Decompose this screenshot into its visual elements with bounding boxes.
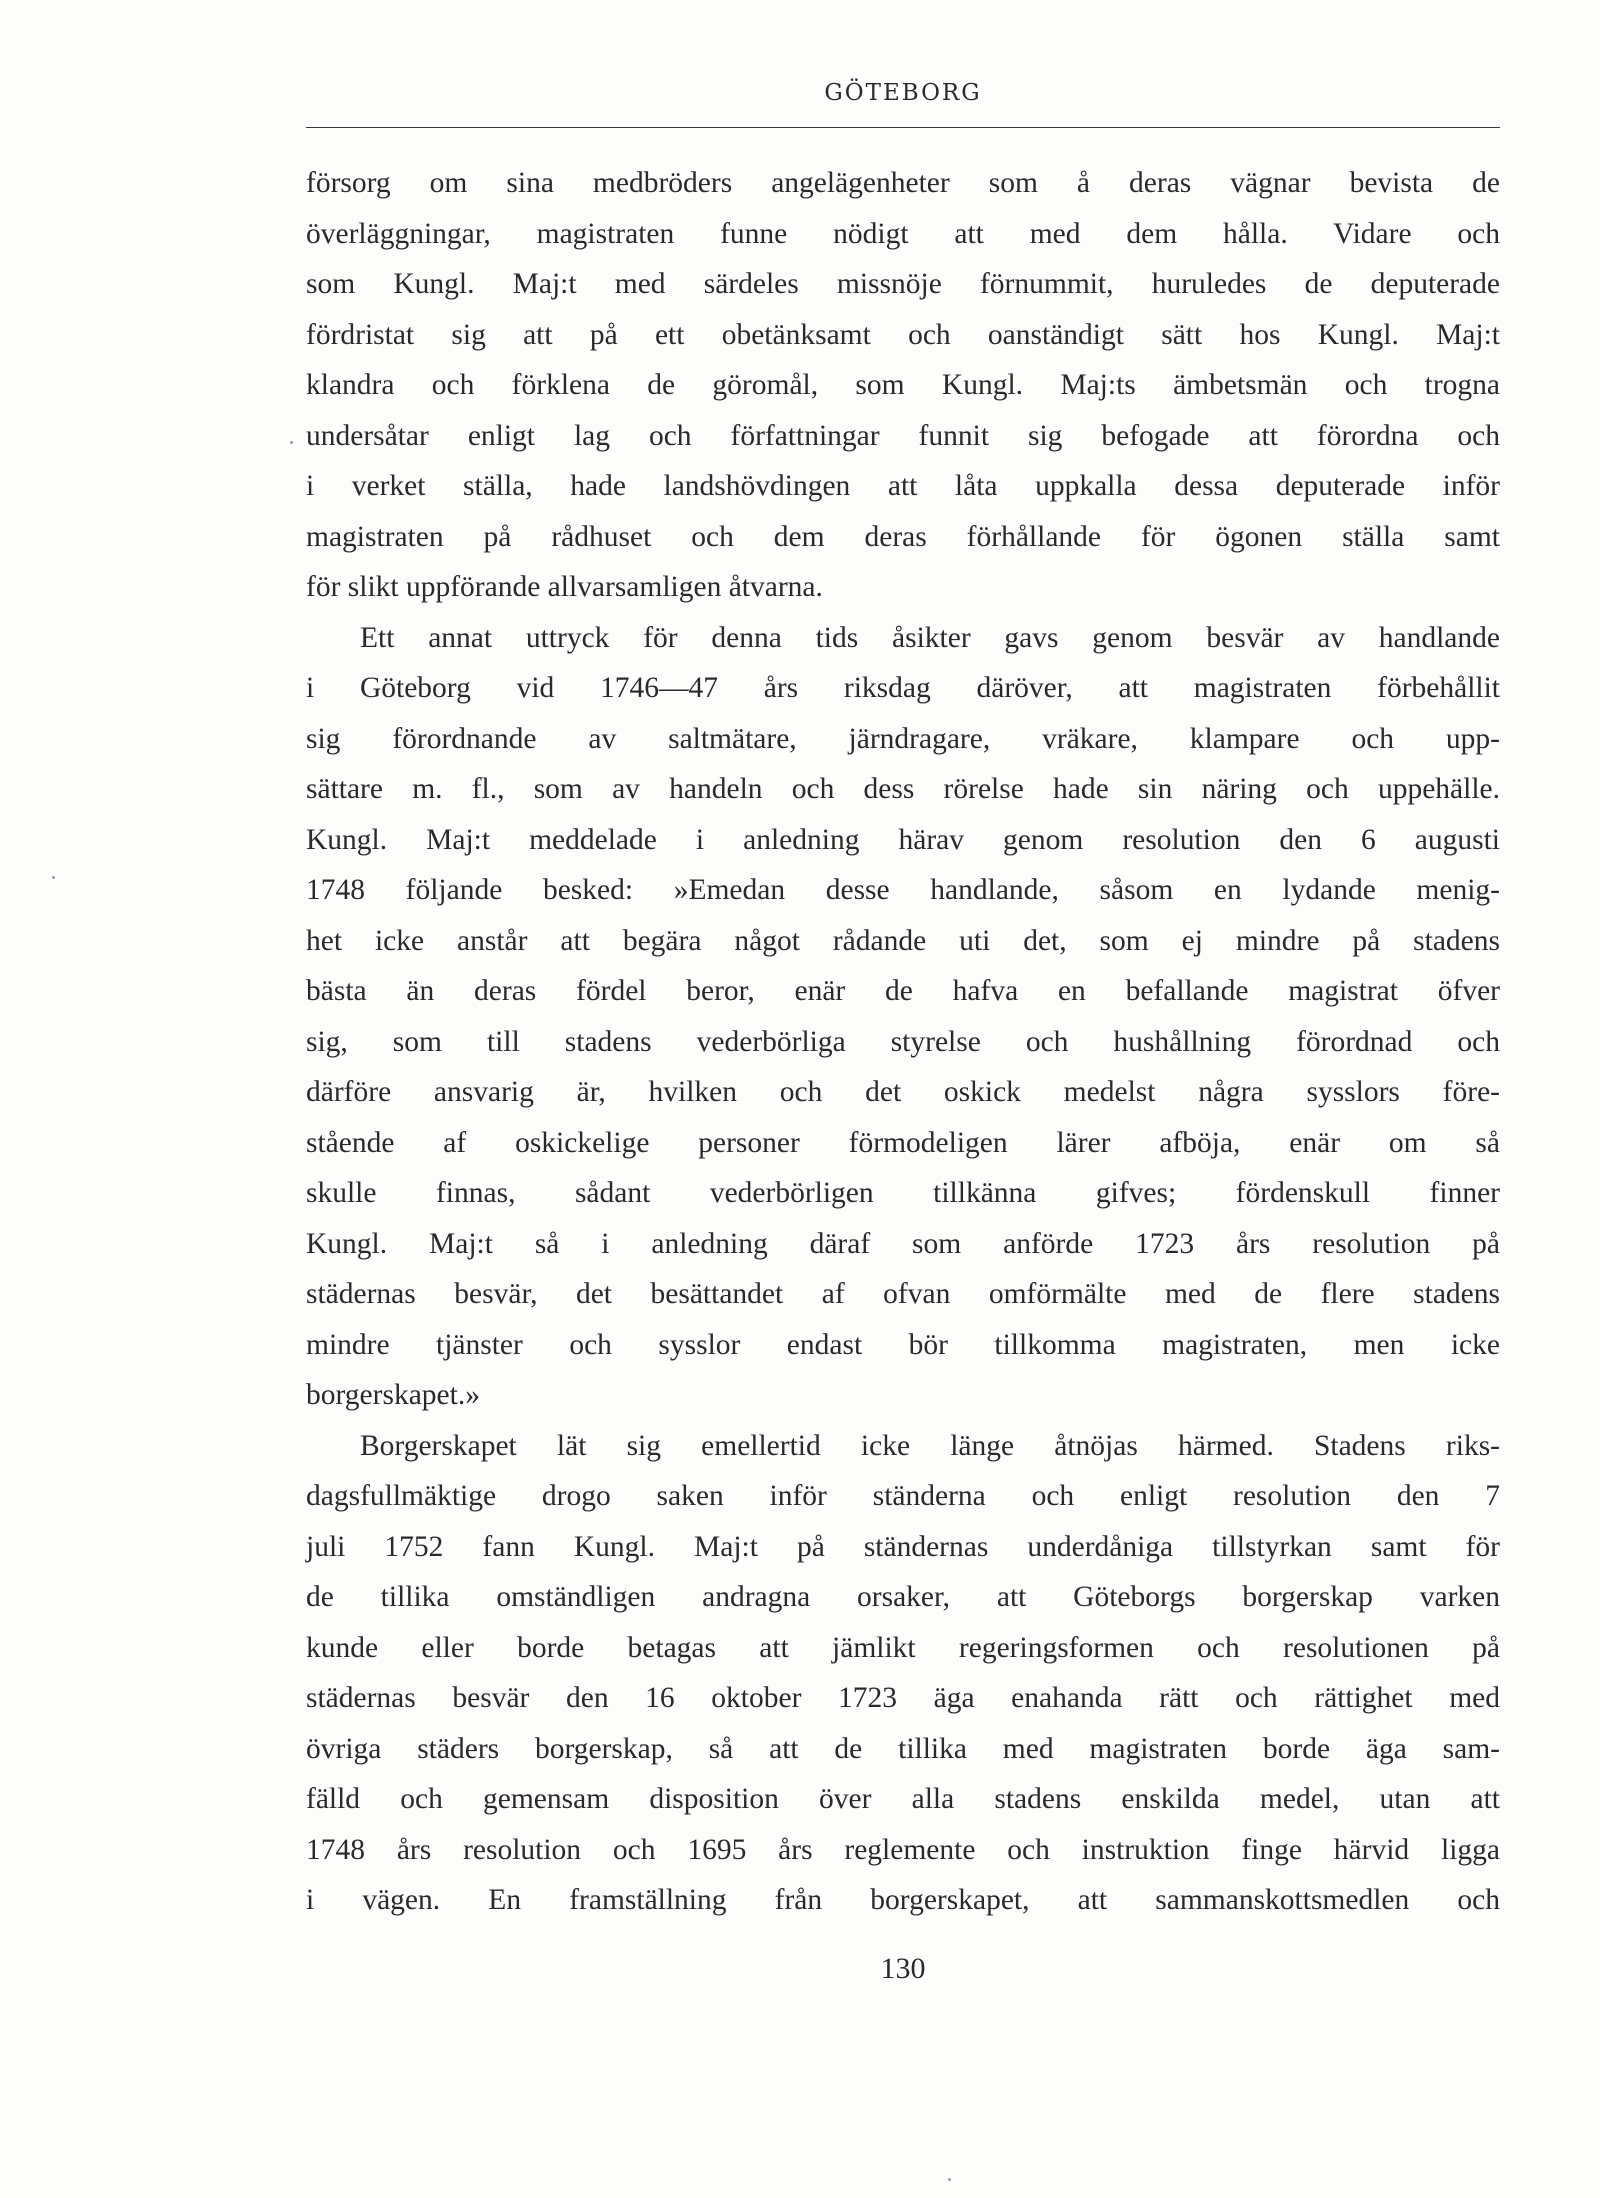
text-line: för slikt uppförande allvarsamligen åtvarna. <box>306 571 823 603</box>
header-rule <box>306 127 1500 128</box>
text-line: skulle finnas, sådant vederbörligen tillkänna gifves; fördenskull finner <box>306 1177 1500 1209</box>
text-line: borgerskapet.» <box>306 1379 480 1411</box>
paragraph-1 <box>306 158 1516 613</box>
paper-speck <box>52 876 55 879</box>
body-text <box>306 158 1516 1926</box>
text-line: Borgerskapet lät sig emellertid icke länge åtnöjas härmed. Stadens riks- <box>360 1429 1500 1462</box>
page-number: 130 <box>880 1952 926 1985</box>
text-line: kunde eller borde betagas att jämlikt regeringsformen och resolutionen på <box>306 1631 1500 1664</box>
text-line: städernas besvär, det besättandet af ofvan omförmälte med de flere stadens <box>306 1278 1500 1310</box>
text-line: mindre tjänster och sysslor endast bör tillkomma magistraten, men icke <box>306 1328 1500 1361</box>
paper-speck <box>290 441 293 444</box>
text-line: magistraten på rådhuset och dem deras förhållande för ögonen ställa samt <box>306 520 1500 553</box>
text-line: klandra och förklena de göromål, som Kungl. Maj:ts ämbetsmän och trogna <box>306 369 1500 401</box>
text-line: stående af oskickelige personer förmodeligen lärer afböja, enär om så <box>306 1126 1500 1159</box>
text-line: försorg om sina medbröders angelägenheter som å deras vägnar bevista de <box>306 167 1500 199</box>
text-line: fördristat sig att på ett obetänksamt och oanständigt sätt hos Kungl. Maj:t <box>306 318 1500 351</box>
text-line: som Kungl. Maj:t med särdeles missnöje förnummit, huruledes de deputerade <box>306 268 1500 300</box>
text-line: i verket ställa, hade landshövdingen att låta uppkalla dessa deputerade inför <box>306 470 1500 502</box>
text-line: juli 1752 fann Kungl. Maj:t på ständernas underdåniga tillstyrkan samt för <box>306 1530 1500 1563</box>
text-line: undersåtar enligt lag och författningar funnit sig befogade att förordna och <box>306 419 1500 452</box>
text-line: de tillika omständligen andragna orsaker, att Göteborgs borgerskap varken <box>306 1581 1500 1613</box>
text-line: städernas besvär den 16 oktober 1723 äga enahanda rätt och rättighet med <box>306 1682 1500 1714</box>
text-line: övriga städers borgerskap, så att de tillika med magistraten borde äga sam- <box>306 1732 1500 1765</box>
text-line: överläggningar, magistraten funne nödigt att med dem hålla. Vidare och <box>306 217 1500 250</box>
text-line: dagsfullmäktige drogo saken inför ständerna och enligt resolution den 7 <box>306 1480 1500 1512</box>
text-line: 1748 års resolution och 1695 års reglemente och instruktion finge härvid ligga <box>306 1833 1500 1866</box>
text-line: Kungl. Maj:t meddelade i anledning härav genom resolution den 6 augusti <box>306 823 1500 856</box>
text-line: i Göteborg vid 1746—47 års riksdag däröver, att magistraten förbehållit <box>306 672 1500 704</box>
running-header-title: GÖTEBORG <box>824 80 982 106</box>
text-line: fälld och gemensam disposition över alla stadens enskilda medel, utan att <box>306 1783 1500 1815</box>
paper-speck <box>948 2178 951 2181</box>
text-line: 1748 följande besked: »Emedan desse handlande, såsom en lydande menig- <box>306 874 1500 906</box>
text-line: i vägen. En framställning från borgerskapet, att sammanskottsmedlen och <box>306 1884 1500 1916</box>
paragraph-3 <box>306 1421 1516 1926</box>
paragraph-2 <box>306 613 1516 1421</box>
text-line: Ett annat uttryck för denna tids åsikter gavs genom besvär av handlande <box>360 621 1500 654</box>
text-line: Kungl. Maj:t så i anledning däraf som anförde 1723 års resolution på <box>306 1227 1500 1260</box>
text-line: sättare m. fl., som av handeln och dess rörelse hade sin näring och uppehälle. <box>306 773 1500 805</box>
text-line: sig förordnande av saltmätare, järndragare, vräkare, klampare och upp- <box>306 722 1500 755</box>
text-line: bästa än deras fördel beror, enär de hafva en befallande magistrat öfver <box>306 975 1500 1007</box>
text-line: het icke anstår att begära något rådande uti det, som ej mindre på stadens <box>306 924 1500 957</box>
text-line: därföre ansvarig är, hvilken och det oskick medelst några sysslors före- <box>306 1076 1500 1108</box>
text-line: sig, som till stadens vederbörliga styrelse och hushållning förordnad och <box>306 1025 1500 1058</box>
